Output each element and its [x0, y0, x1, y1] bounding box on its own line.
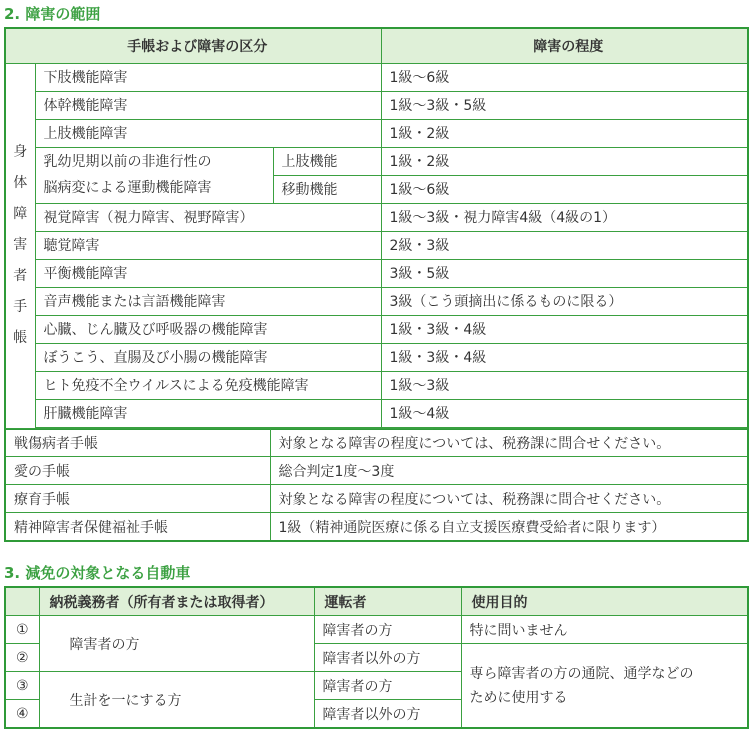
driver: 障害者以外の方	[314, 700, 461, 729]
row-degree: 1級～3級	[381, 371, 748, 399]
book-label: 愛の手帳	[5, 457, 270, 485]
other-books-table	[4, 428, 749, 542]
row-degree: 1級・3級・4級	[381, 315, 748, 343]
row-label: 上肢機能障害	[35, 119, 381, 147]
row-number: ①	[5, 616, 39, 644]
row-label: ヒト免疫不全ウイルスによる免疫機能障害	[35, 371, 381, 399]
row-degree: 1級・2級	[381, 147, 748, 175]
eligible-vehicle-table	[4, 586, 749, 729]
row-label: 視覚障害（視力障害、視野障害）	[35, 203, 381, 231]
section2-title: 2. 障害の範囲	[4, 5, 101, 23]
row-degree: 3級・5級	[381, 259, 748, 287]
header-owner: 納税義務者（所有者または取得者）	[39, 587, 314, 616]
driver: 障害者の方	[314, 672, 461, 700]
purpose-any: 特に問いません	[461, 616, 748, 644]
driver: 障害者の方	[314, 616, 461, 644]
purpose-exclusive: 専ら障害者の方の通院、通学などの ために使用する	[461, 644, 748, 729]
book-degree: 1級（精神通院医療に係る自立支援医療費受給者に限ります）	[270, 513, 748, 542]
row-label: 平衡機能障害	[35, 259, 381, 287]
book-label: 精神障害者保健福祉手帳	[5, 513, 270, 542]
book-label: 戦傷病者手帳	[5, 429, 270, 457]
book-degree: 総合判定1度～3度	[270, 457, 748, 485]
row-degree: 1級・2級	[381, 119, 748, 147]
header-purpose: 使用目的	[461, 587, 748, 616]
row-degree: 1級～3級・視力障害4級（4級の1）	[381, 203, 748, 231]
section3-title: 3. 減免の対象となる自動車	[4, 564, 191, 582]
header-driver: 運転者	[314, 587, 461, 616]
row-degree: 2級・3級	[381, 231, 748, 259]
row-degree: 3級（こう頭摘出に係るものに限る）	[381, 287, 748, 315]
row-label: 心臓、じん臓及び呼吸器の機能障害	[35, 315, 381, 343]
row-degree: 1級・3級・4級	[381, 343, 748, 371]
row-number: ④	[5, 700, 39, 729]
row-degree: 1級～4級	[381, 399, 748, 427]
row-label: 下肢機能障害	[35, 63, 381, 91]
row-label: 聴覚障害	[35, 231, 381, 259]
book-degree: 対象となる障害の程度については、税務課に問合せください。	[270, 429, 748, 457]
book-degree: 対象となる障害の程度については、税務課に問合せください。	[270, 485, 748, 513]
row-number: ③	[5, 672, 39, 700]
row-number: ②	[5, 644, 39, 672]
sub-label-upper-limb: 上肢機能	[273, 147, 381, 175]
row-label: 音声機能または言語機能障害	[35, 287, 381, 315]
disability-range-table	[4, 27, 749, 430]
row-degree: 1級～6級	[381, 63, 748, 91]
sub-label-mobility: 移動機能	[273, 175, 381, 203]
row-label: ぼうこう、直腸及び小腸の機能障害	[35, 343, 381, 371]
driver: 障害者以外の方	[314, 644, 461, 672]
row-label: 肝臓機能障害	[35, 399, 381, 427]
header-degree: 障害の程度	[381, 28, 748, 63]
owner-disabled: 障害者の方	[39, 616, 314, 672]
owner-same-household: 生計を一にする方	[39, 672, 314, 729]
infant-motor-label: 乳幼児期以前の非進行性の 脳病変による運動機能障害	[35, 147, 273, 203]
row-degree: 1級～6級	[381, 175, 748, 203]
book-label: 療育手帳	[5, 485, 270, 513]
row-label: 体幹機能障害	[35, 91, 381, 119]
physical-disability-book-label: 身 体 障 害 者 手 帳	[5, 63, 35, 429]
header-category: 手帳および障害の区分	[5, 28, 381, 63]
row-degree: 1級～3級・5級	[381, 91, 748, 119]
